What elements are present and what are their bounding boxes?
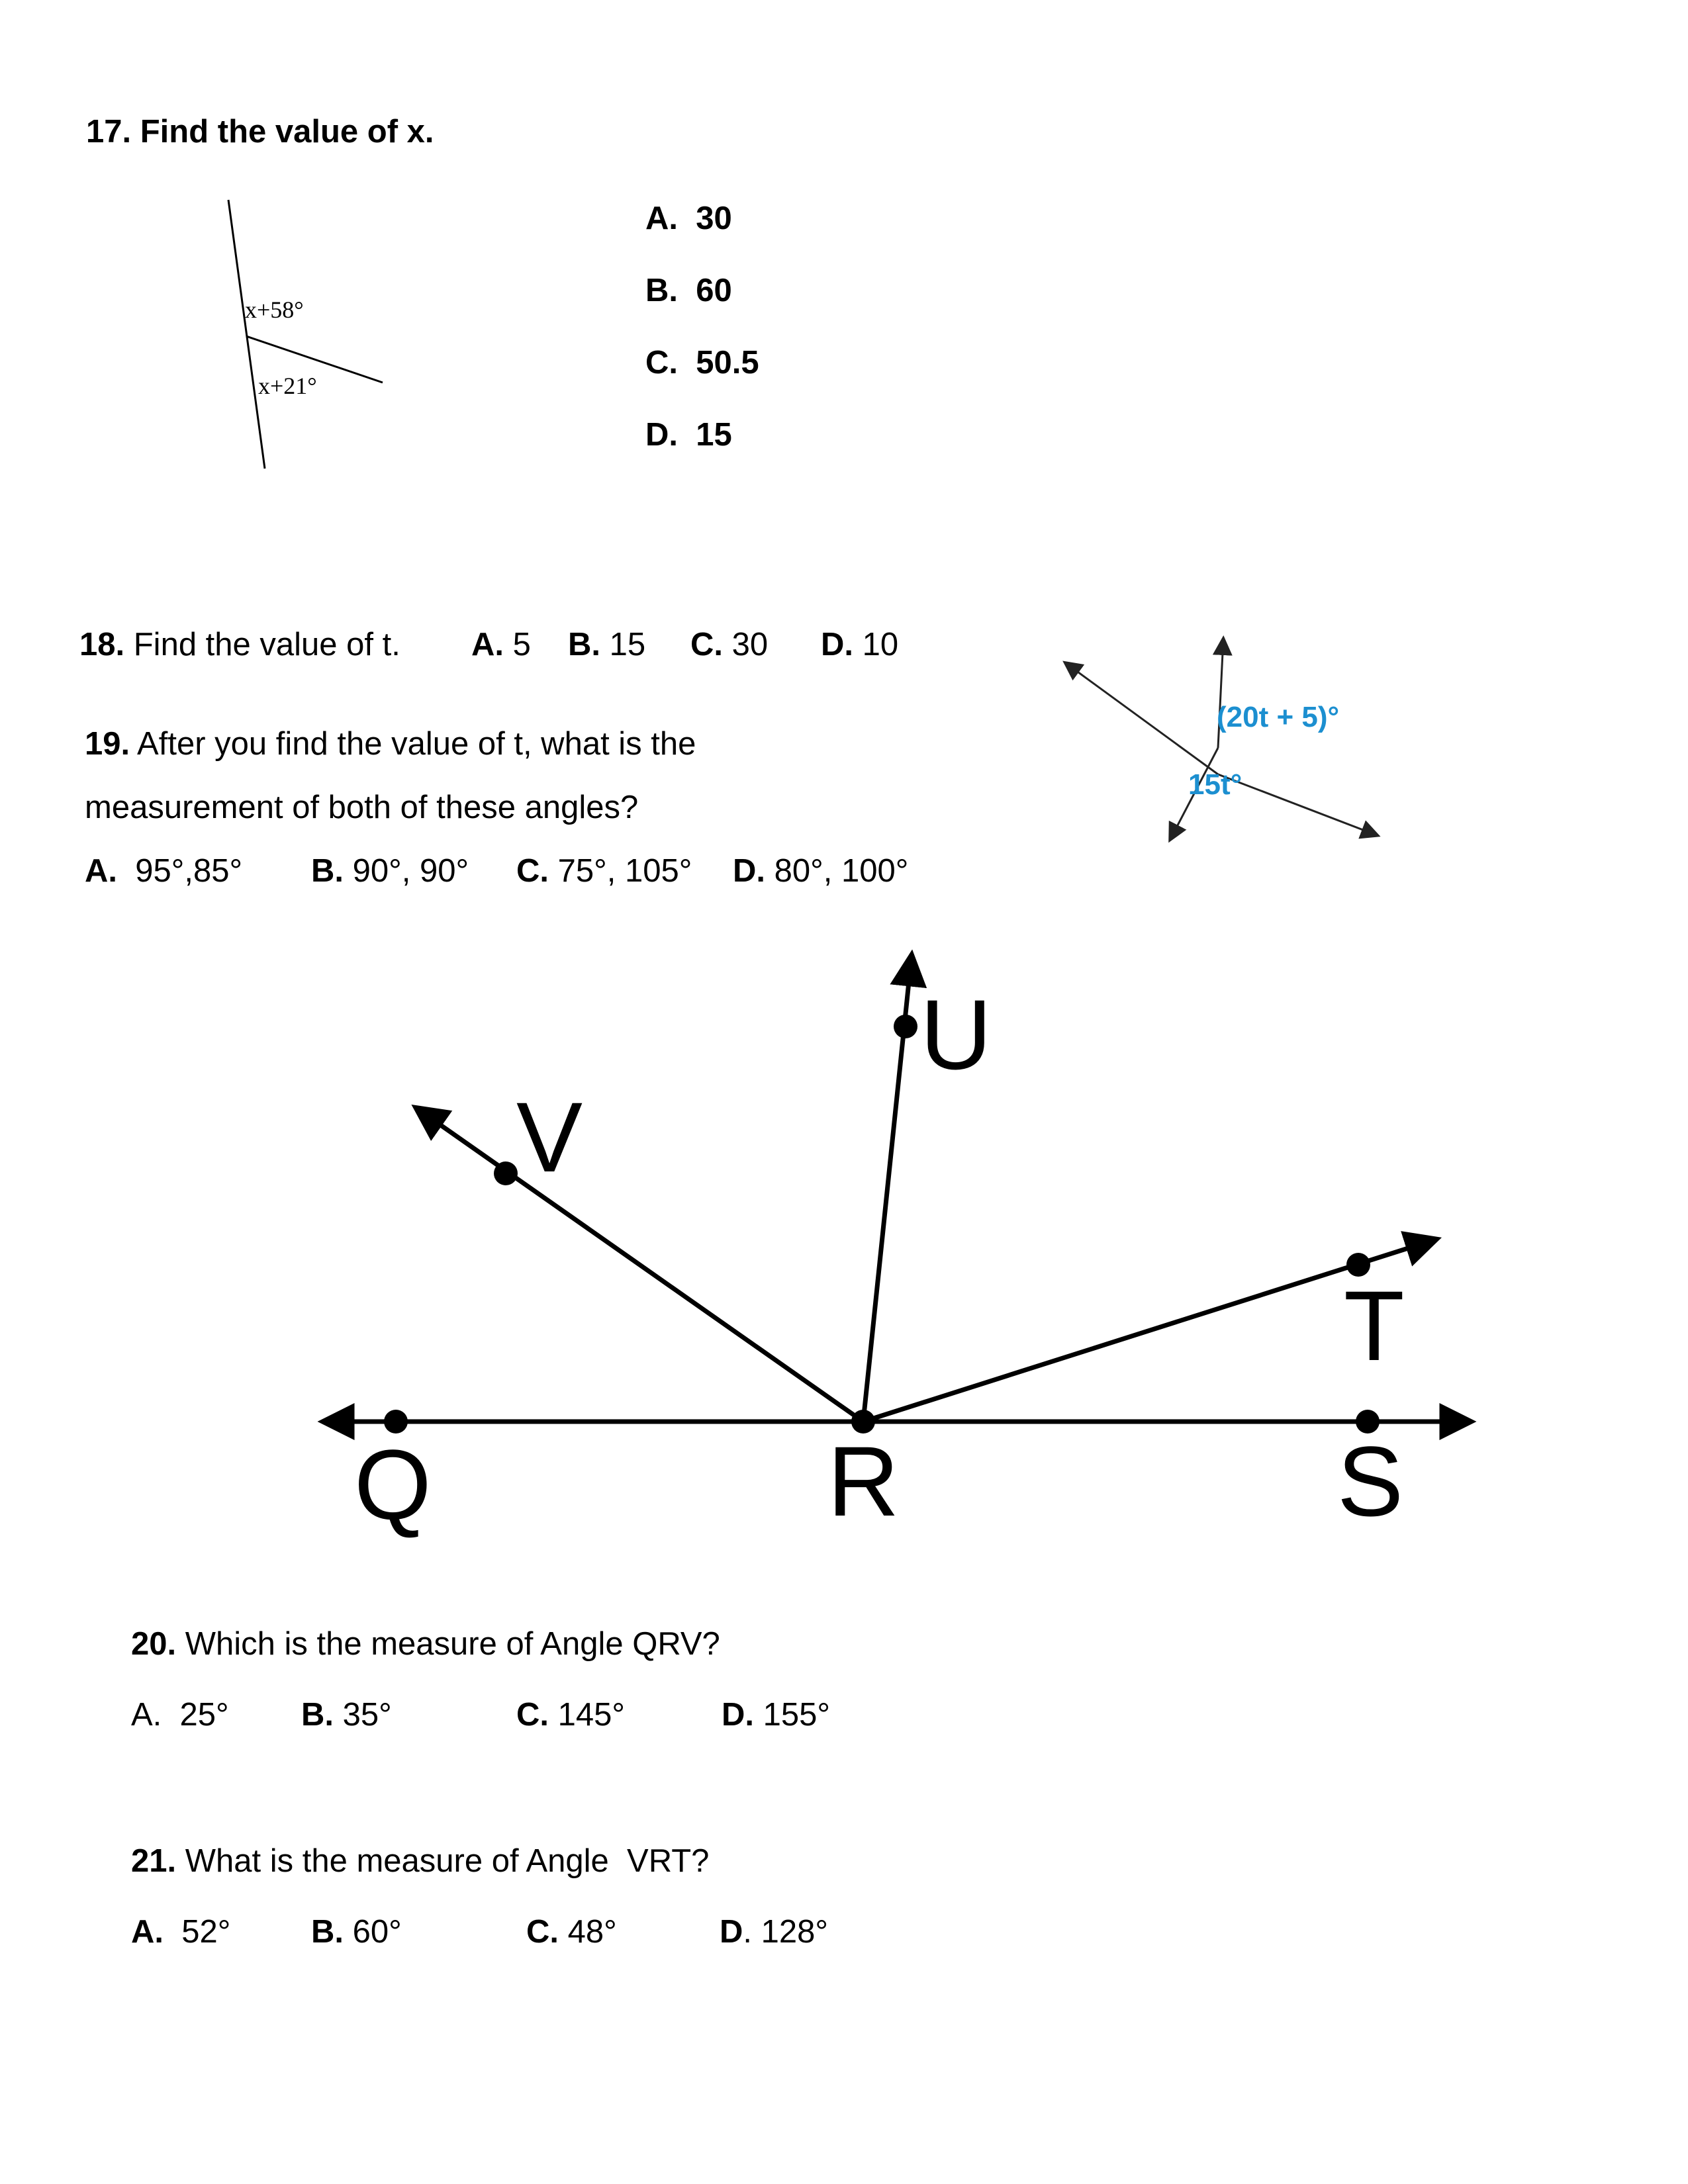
q20-option-c-text: 145° bbox=[557, 1697, 625, 1733]
q17-option-d-letter: D. bbox=[645, 417, 678, 453]
q17-label-upper: x+58° bbox=[245, 296, 304, 323]
q21-option-c[interactable] bbox=[526, 1916, 617, 1948]
q18-angle-top-label: (20t + 5)° bbox=[1217, 701, 1340, 733]
q21-option-d-letter: D bbox=[720, 1914, 743, 1950]
q17-option-d-text: 15 bbox=[696, 417, 732, 453]
q21-option-c-text: 48° bbox=[567, 1914, 617, 1950]
q18-question: Find the value of t. bbox=[133, 627, 400, 662]
label-s: S bbox=[1337, 1426, 1404, 1537]
q20-option-d-text: 155° bbox=[763, 1697, 830, 1733]
q21-option-b-letter: B. bbox=[311, 1914, 344, 1950]
q19-option-a-text: 95°,85° bbox=[135, 853, 243, 889]
q19-option-b-text: 90°, 90° bbox=[352, 853, 469, 889]
q20-option-a-text: 25° bbox=[179, 1697, 229, 1733]
point-v bbox=[494, 1161, 518, 1185]
q17-option-b-text: 60 bbox=[696, 273, 732, 308]
q20-option-b[interactable] bbox=[301, 1699, 392, 1731]
q19-option-c-letter: C. bbox=[516, 853, 549, 889]
q17-option-c-letter: C. bbox=[645, 345, 678, 381]
label-u: U bbox=[920, 979, 992, 1090]
label-r: R bbox=[827, 1426, 900, 1537]
q21-option-a-text: 52° bbox=[181, 1914, 231, 1950]
label-v: V bbox=[516, 1081, 583, 1193]
q19-option-d-text: 80°, 100° bbox=[774, 853, 909, 889]
q20-line bbox=[131, 1628, 720, 1661]
q20-question: Which is the measure of Angle QRV? bbox=[185, 1626, 720, 1662]
label-t: T bbox=[1344, 1270, 1405, 1381]
q21-option-d[interactable] bbox=[720, 1916, 828, 1948]
q17-option-a-letter: A. bbox=[645, 201, 678, 236]
q20-option-a-letter: A. bbox=[131, 1697, 162, 1733]
q19-option-a-letter: A. bbox=[85, 853, 117, 889]
q18-angle-bottom-label: 15t° bbox=[1188, 768, 1243, 801]
q18-option-c-text: 30 bbox=[731, 627, 769, 662]
q18-option-c-letter: C. bbox=[690, 627, 723, 662]
q21-question: What is the measure of Angle VRT? bbox=[185, 1843, 710, 1879]
q20-option-b-letter: B. bbox=[301, 1697, 334, 1733]
q19-option-d-letter: D. bbox=[733, 853, 765, 889]
q17-question: Find the value of x. bbox=[140, 114, 434, 150]
q21-option-a[interactable] bbox=[131, 1916, 230, 1948]
q19-text-line-1: After you find the value of t, what is the bbox=[137, 726, 696, 762]
q20-number: 20. bbox=[131, 1626, 177, 1662]
q18-option-d-letter: D. bbox=[821, 627, 853, 662]
q20-option-a[interactable] bbox=[131, 1699, 229, 1731]
q17-label-lower: x+21° bbox=[258, 373, 317, 399]
q19-option-c-text: 75°, 105° bbox=[557, 853, 692, 889]
q21-number: 21. bbox=[131, 1843, 177, 1879]
q21-option-a-letter: A. bbox=[131, 1914, 164, 1950]
q21-line bbox=[131, 1845, 709, 1878]
q21-option-b[interactable] bbox=[311, 1916, 402, 1948]
q19-number: 19. bbox=[85, 726, 130, 762]
q18-option-b-text: 15 bbox=[609, 627, 646, 662]
q18-number: 18. bbox=[79, 627, 125, 662]
q19-option-b-letter: B. bbox=[311, 853, 344, 889]
q21-option-b-text: 60° bbox=[352, 1914, 402, 1950]
q17-option-b-letter: B. bbox=[645, 273, 678, 308]
q21-option-c-letter: C. bbox=[526, 1914, 559, 1950]
q20-option-c-letter: C. bbox=[516, 1697, 549, 1733]
q18-option-a-text: 5 bbox=[512, 627, 531, 662]
point-u bbox=[894, 1015, 917, 1038]
q17-number: 17. bbox=[86, 114, 132, 150]
q19-text-line-2: measurement of both of these angles? bbox=[85, 790, 639, 825]
ray-rv bbox=[417, 1109, 863, 1422]
q17-option-c-text: 50.5 bbox=[696, 345, 759, 381]
q21-option-d-text: . 128° bbox=[743, 1914, 828, 1950]
q20-option-d[interactable] bbox=[722, 1699, 830, 1731]
q20-option-b-text: 35° bbox=[342, 1697, 392, 1733]
q17-option-a-text: 30 bbox=[696, 201, 732, 236]
q20-option-c[interactable] bbox=[516, 1699, 625, 1731]
q20-option-d-letter: D. bbox=[722, 1697, 754, 1733]
q18-option-b-letter: B. bbox=[568, 627, 600, 662]
q18-option-d-text: 10 bbox=[862, 627, 899, 662]
label-q: Q bbox=[354, 1429, 432, 1540]
q18-option-a-letter: A. bbox=[471, 627, 504, 662]
